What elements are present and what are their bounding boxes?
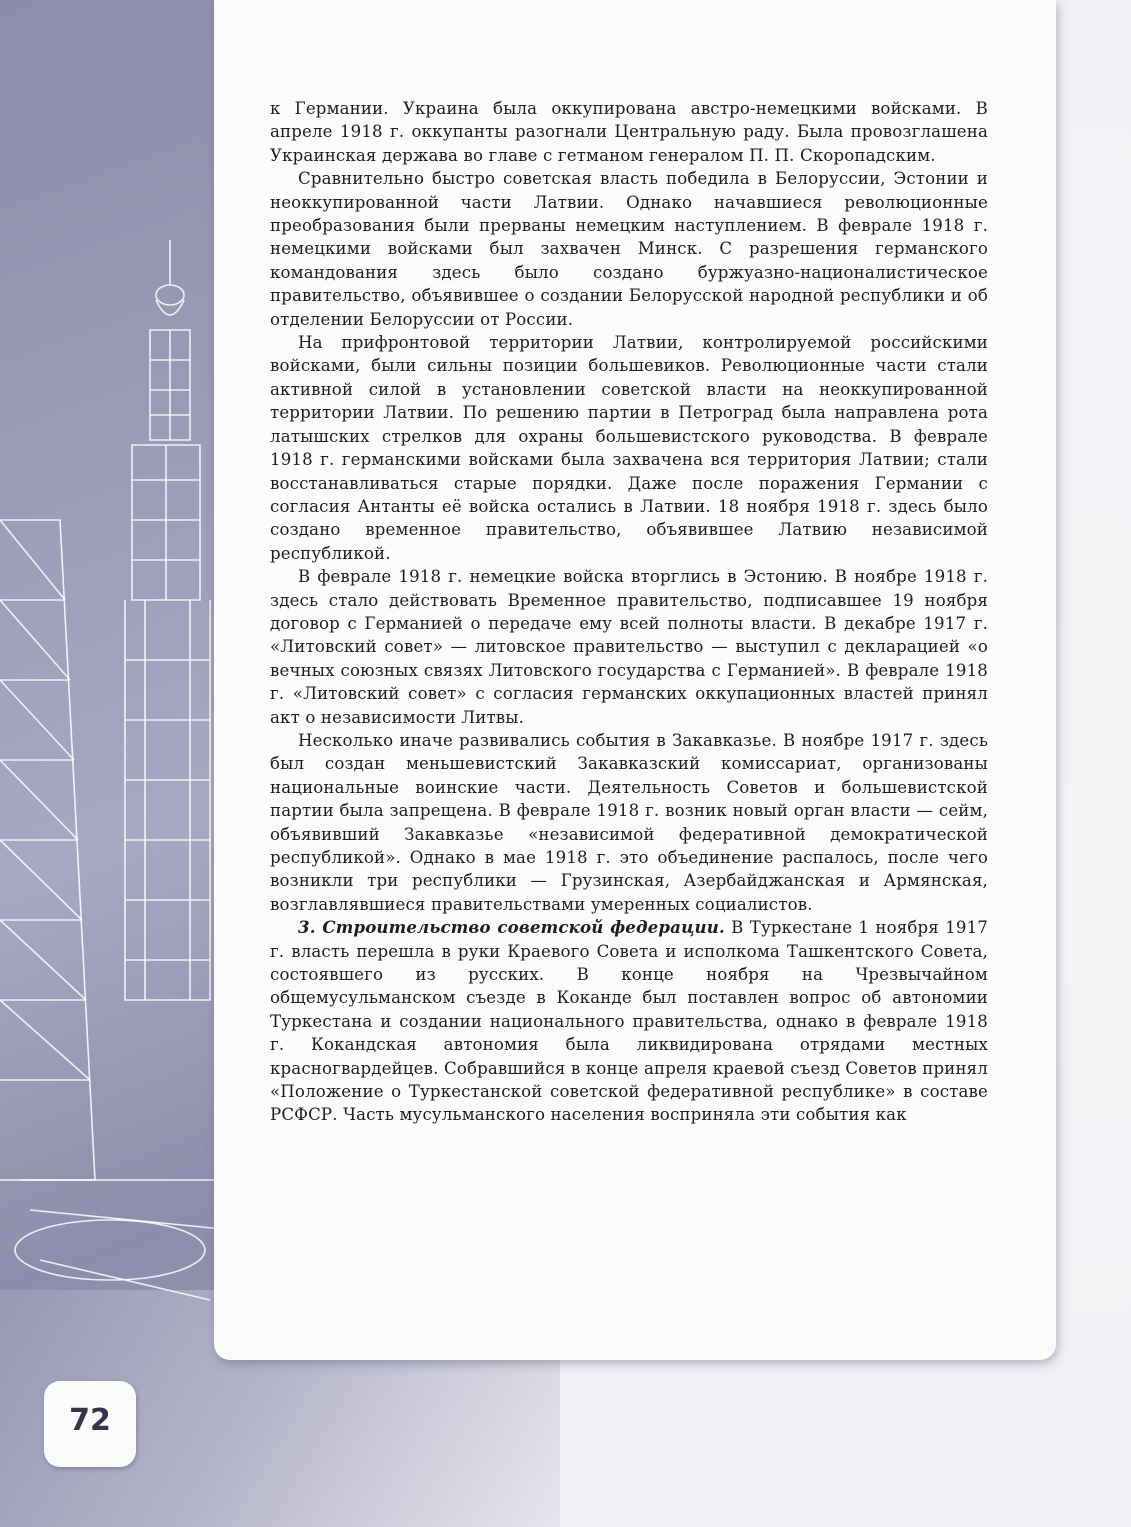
paragraph-body: В Туркестане 1 ноября 1917 г. власть перешла в руки Краевого Совета и исполкома Ташкентского Совета, состоявшего из русских. В конце ноября на Чрезвычайном общемусульманском съезде в Коканде был поставлен вопрос об автономии Туркестана и создании национального правительства, однако в феврале 1918 г. Кокандская автономия была ликвидирована отрядами местных красногвардейцев. Собравшийся в конце апреля краевой съезд Советов принял «Положение о Туркестанской советской федеративной республике» в составе РСФСР. Часть мусульманского населения восприняла эти события как (270, 918, 988, 1125)
page-number: 72 (69, 1403, 111, 1438)
paragraph: Сравнительно быстро советская власть победила в Белоруссии, Эстонии и неоккупированной части Латвии. Однако начавшиеся революционные преобразования были прерваны немецким наступлением. В феврале 1918 г. немецкими войсками был захвачен Минск. С разрешения германского командования здесь было создано буржуазно-националистическое правительство, объявившее о создании Белорусской народной республики и об отделении Белоруссии от России. (270, 169, 988, 329)
tower-sketch-icon (0, 0, 232, 1527)
section-paragraph (270, 916, 988, 1127)
paragraph: Несколько иначе развивались события в Закавказье. В ноябре 1917 г. здесь был создан меньшевистский Закавказский комиссариат, организованы национальные воинские части. Деятельность Советов и большевистской партии была запрещена. В феврале 1918 г. возник новый орган власти — сейм, объявивший Закавказье «независимой федеративной демократической республикой». Однако в мае 1918 г. это объединение распалось, после чего возникли три республики — Грузинская, Азербайджанская и Армянская, возглавлявшиеся правительствами умеренных социалистов. (270, 730, 988, 914)
section-heading: 3. Строительство советской федерации. (298, 917, 725, 938)
paragraph: к Германии. Украина была оккупирована австро-немецкими войсками. В апреле 1918 г. оккупанты разогнали Центральную раду. Была провозглашена Украинская держава во главе с гетманом генералом П. П. Скоропадским. (270, 99, 988, 165)
body-text (270, 97, 988, 1127)
paragraph: На прифронтовой территории Латвии, контролируемой российскими войсками, были сильны позиции большевиков. Революционные части стали активной силой в установлении советской власти на неоккупированной территории Латвии. По решению партии в Петроград была направлена рота латышских стрелков для охраны большевистского руководства. В феврале 1918 г. германскими войсками была захвачена вся территория Латвии; стали восстанавливаться старые порядки. Даже после поражения Германии с согласия Антанты её войска остались в Латвии. 18 ноября 1918 г. здесь было создано временное правительство, объявившее Латвию независимой республикой. (270, 333, 988, 563)
paragraph: В феврале 1918 г. немецкие войска вторглись в Эстонию. В ноябре 1918 г. здесь стало действовать Временное правительство, подписавшее 19 ноября договор с Германией о передаче ему всей полноты власти. В декабре 1917 г. «Литовский совет» — литовское правительство — выступил с декларацией «о вечных союзных связях Литовского государства с Германией». В феврале 1918 г. «Литовский совет» с согласия германских оккупационных властей принял акт о независимости Литвы. (270, 567, 988, 727)
page-number-badge (44, 1381, 136, 1467)
